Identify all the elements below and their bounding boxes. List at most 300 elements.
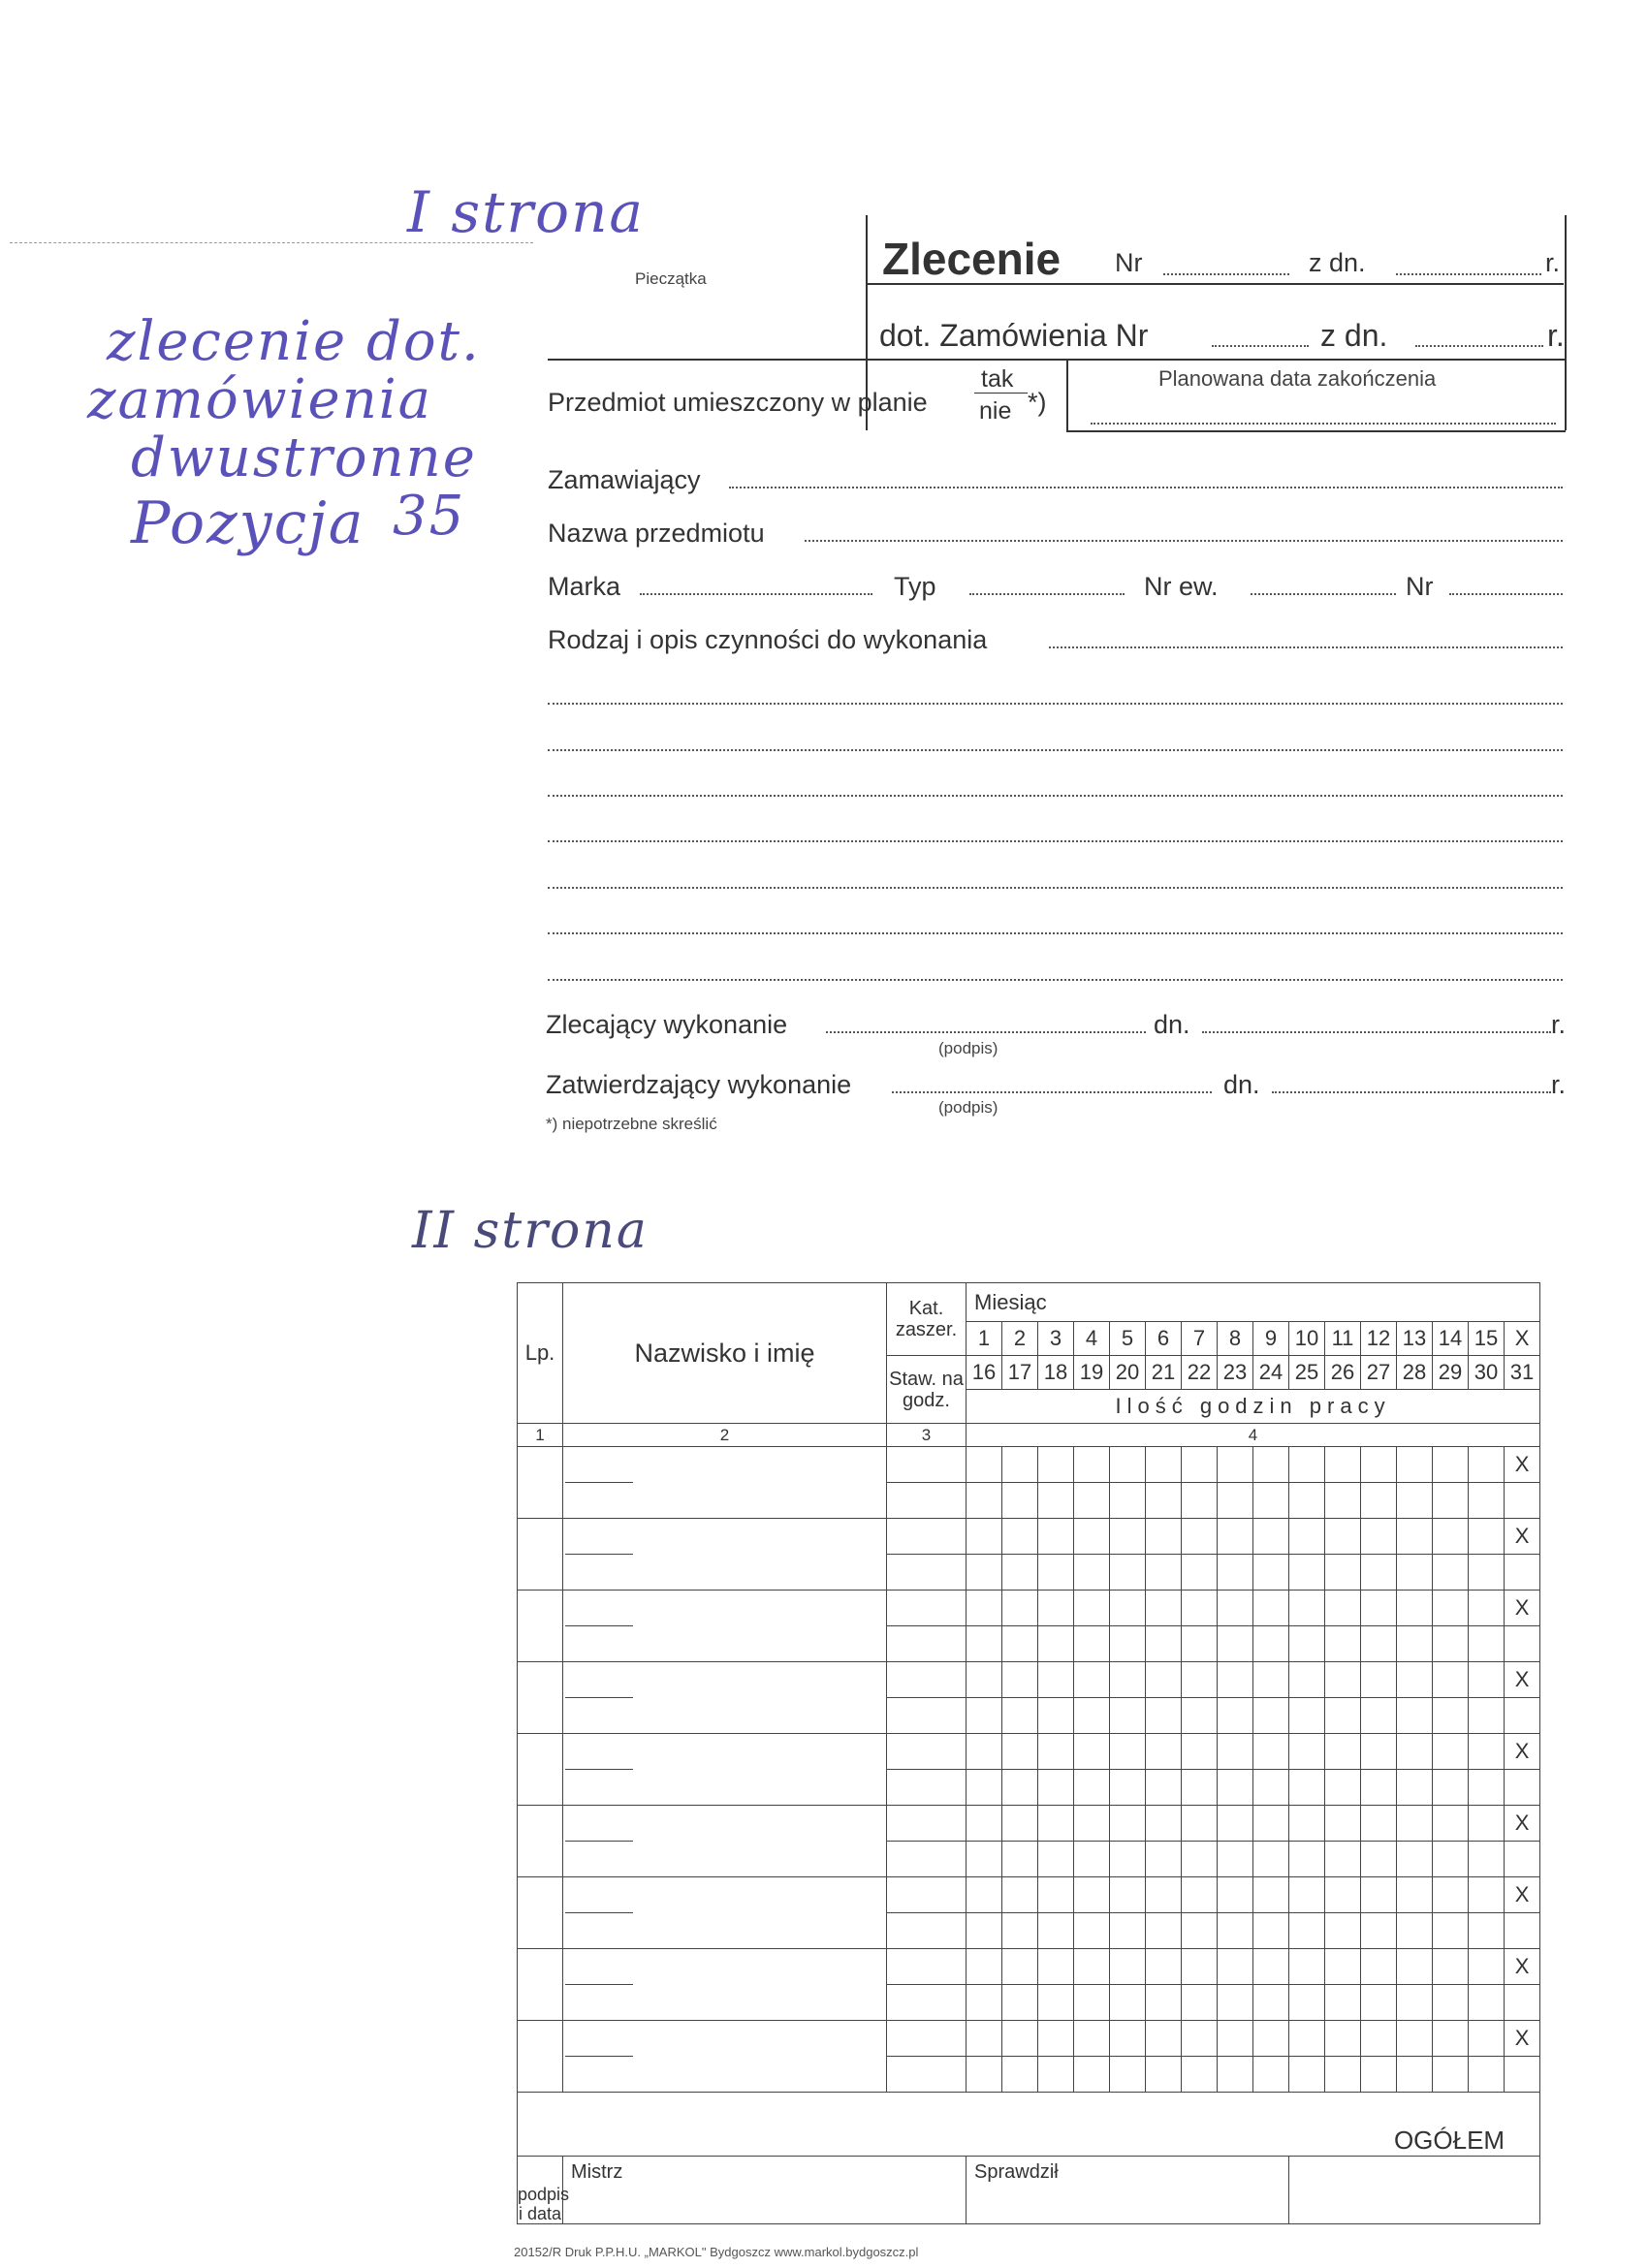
hours-cell[interactable] xyxy=(1469,1447,1505,1483)
row-category-cell[interactable] xyxy=(887,1447,967,1483)
hours-cell[interactable] xyxy=(1469,1949,1505,1985)
hours-cell[interactable] xyxy=(1469,1591,1505,1626)
row-rate-cell[interactable] xyxy=(887,2057,967,2093)
hours-cell[interactable] xyxy=(1289,1591,1325,1626)
hours-cell[interactable] xyxy=(1182,1806,1218,1842)
hours-cell[interactable] xyxy=(1361,1842,1397,1877)
row-rate-cell[interactable] xyxy=(887,1698,967,1734)
hours-cell[interactable] xyxy=(1505,1555,1540,1591)
hours-cell[interactable] xyxy=(1038,1447,1074,1483)
hours-cell[interactable] xyxy=(1505,1770,1540,1806)
hours-cell[interactable] xyxy=(1182,1626,1218,1662)
hours-cell[interactable] xyxy=(1110,1626,1146,1662)
hours-cell[interactable] xyxy=(1253,1519,1289,1555)
hours-cell[interactable] xyxy=(1289,1662,1325,1698)
hours-cell[interactable] xyxy=(1361,1483,1397,1519)
hours-cell[interactable] xyxy=(1289,2021,1325,2057)
hours-cell[interactable] xyxy=(1397,1591,1433,1626)
checked-sign-cell[interactable] xyxy=(967,2157,1289,2224)
work-desc-line-4[interactable] xyxy=(548,840,1563,842)
row-rate-cell[interactable] xyxy=(887,1483,967,1519)
foreman-sign-cell[interactable] xyxy=(563,2157,967,2224)
hours-cell[interactable] xyxy=(1002,2057,1038,2093)
hours-cell[interactable] xyxy=(1397,1662,1433,1698)
row-category-cell[interactable] xyxy=(887,2021,967,2057)
plan-no-option[interactable]: nie xyxy=(979,397,1012,425)
order-date-field[interactable] xyxy=(1396,273,1541,275)
row-category-cell[interactable] xyxy=(887,1662,967,1698)
row-lp-cell[interactable] xyxy=(518,1519,563,1591)
hours-cell[interactable] xyxy=(1074,1806,1110,1842)
row-name-cell[interactable] xyxy=(563,1877,887,1949)
reg-no-field[interactable] xyxy=(1251,593,1396,595)
hours-cell[interactable] xyxy=(1433,1806,1469,1842)
hours-cell[interactable] xyxy=(1182,1913,1218,1949)
hours-cell[interactable] xyxy=(1182,1519,1218,1555)
hours-cell[interactable] xyxy=(1325,1591,1361,1626)
hours-cell[interactable] xyxy=(1218,1734,1253,1770)
row-name-cell[interactable] xyxy=(563,2021,887,2093)
hours-cell[interactable] xyxy=(1038,2021,1074,2057)
hours-cell[interactable] xyxy=(1002,1555,1038,1591)
hours-cell[interactable] xyxy=(1325,1483,1361,1519)
work-desc-line-5[interactable] xyxy=(548,887,1563,889)
hours-cell[interactable] xyxy=(1361,1698,1397,1734)
hours-cell[interactable] xyxy=(967,1698,1002,1734)
hours-cell[interactable] xyxy=(1218,1877,1253,1913)
hours-cell[interactable] xyxy=(1325,1447,1361,1483)
hours-cell[interactable] xyxy=(1397,1985,1433,2021)
hours-cell[interactable] xyxy=(967,1555,1002,1591)
type-field[interactable] xyxy=(969,593,1125,595)
hours-cell[interactable] xyxy=(1469,1806,1505,1842)
hours-cell[interactable] xyxy=(1469,1483,1505,1519)
hours-cell[interactable] xyxy=(1433,1555,1469,1591)
hours-cell[interactable] xyxy=(1505,1913,1540,1949)
hours-cell[interactable] xyxy=(1325,1770,1361,1806)
hours-cell[interactable] xyxy=(1505,1985,1540,2021)
hours-cell[interactable] xyxy=(1325,1806,1361,1842)
hours-cell[interactable] xyxy=(1397,1806,1433,1842)
hours-cell[interactable] xyxy=(1253,1698,1289,1734)
hours-cell[interactable] xyxy=(1110,1519,1146,1555)
hours-cell[interactable] xyxy=(1218,1555,1253,1591)
row-name-cell[interactable] xyxy=(563,1662,887,1734)
hours-cell[interactable] xyxy=(1218,1913,1253,1949)
hours-cell[interactable] xyxy=(1361,1985,1397,2021)
hours-cell[interactable] xyxy=(1146,1842,1182,1877)
hours-cell[interactable] xyxy=(1146,1626,1182,1662)
hours-cell[interactable] xyxy=(1038,1626,1074,1662)
hours-cell[interactable] xyxy=(1038,1842,1074,1877)
hours-cell[interactable] xyxy=(1218,1662,1253,1698)
hours-cell[interactable] xyxy=(1182,1555,1218,1591)
hours-cell[interactable] xyxy=(1218,1770,1253,1806)
hours-cell[interactable] xyxy=(1325,1842,1361,1877)
hours-cell[interactable] xyxy=(1182,1483,1218,1519)
row-category-cell[interactable] xyxy=(887,1734,967,1770)
hours-cell[interactable] xyxy=(1074,1662,1110,1698)
hours-cell[interactable] xyxy=(1469,1770,1505,1806)
hours-cell[interactable] xyxy=(1433,2021,1469,2057)
hours-cell[interactable] xyxy=(1002,1591,1038,1626)
hours-cell[interactable] xyxy=(1002,1662,1038,1698)
hours-cell[interactable] xyxy=(1325,1985,1361,2021)
hours-cell[interactable] xyxy=(1469,1698,1505,1734)
hours-cell[interactable] xyxy=(1361,1626,1397,1662)
plan-yes-option[interactable]: tak xyxy=(981,365,1014,393)
hours-cell[interactable] xyxy=(1361,1662,1397,1698)
hours-cell[interactable] xyxy=(1361,1519,1397,1555)
hours-cell[interactable] xyxy=(1002,1949,1038,1985)
hours-cell[interactable] xyxy=(1182,1698,1218,1734)
hours-cell[interactable] xyxy=(1110,1591,1146,1626)
hours-cell[interactable] xyxy=(967,1734,1002,1770)
hours-cell[interactable] xyxy=(1146,1770,1182,1806)
hours-cell[interactable] xyxy=(1074,2021,1110,2057)
hours-cell[interactable] xyxy=(1289,1519,1325,1555)
hours-cell[interactable] xyxy=(1002,1626,1038,1662)
row-name-cell[interactable] xyxy=(563,1447,887,1519)
brand-field[interactable] xyxy=(640,593,872,595)
hours-cell[interactable] xyxy=(1110,1842,1146,1877)
hours-cell[interactable] xyxy=(1074,1734,1110,1770)
work-desc-line-1[interactable] xyxy=(548,703,1563,705)
hours-cell[interactable] xyxy=(1074,1770,1110,1806)
hours-cell[interactable] xyxy=(1146,1591,1182,1626)
hours-cell[interactable] xyxy=(1038,1662,1074,1698)
hours-cell[interactable] xyxy=(1361,2021,1397,2057)
hours-cell[interactable] xyxy=(1074,1949,1110,1985)
hours-cell[interactable] xyxy=(1433,1698,1469,1734)
hours-cell[interactable] xyxy=(1433,1447,1469,1483)
row-lp-cell[interactable] xyxy=(518,1662,563,1734)
hours-cell[interactable] xyxy=(1038,1985,1074,2021)
hours-cell[interactable] xyxy=(967,1985,1002,2021)
hours-cell[interactable] xyxy=(1433,1626,1469,1662)
hours-cell[interactable] xyxy=(1110,1447,1146,1483)
hours-cell[interactable] xyxy=(1074,1483,1110,1519)
hours-cell[interactable] xyxy=(1146,2021,1182,2057)
order-ref-date-field[interactable] xyxy=(1415,345,1543,347)
client-field[interactable] xyxy=(729,487,1563,488)
hours-cell[interactable] xyxy=(1146,1734,1182,1770)
hours-cell[interactable] xyxy=(1325,1555,1361,1591)
hours-cell[interactable] xyxy=(1110,1770,1146,1806)
hours-cell[interactable] xyxy=(1469,1626,1505,1662)
hours-cell[interactable] xyxy=(1289,1447,1325,1483)
hours-cell[interactable] xyxy=(1182,2021,1218,2057)
hours-cell[interactable] xyxy=(1361,1913,1397,1949)
hours-cell[interactable] xyxy=(1074,1985,1110,2021)
number-field[interactable] xyxy=(1449,593,1563,595)
hours-cell[interactable] xyxy=(1433,1483,1469,1519)
hours-cell[interactable] xyxy=(1110,1483,1146,1519)
hours-cell[interactable] xyxy=(1433,1591,1469,1626)
hours-cell[interactable] xyxy=(1289,2057,1325,2093)
hours-cell[interactable] xyxy=(1253,1662,1289,1698)
hours-cell[interactable] xyxy=(1038,1913,1074,1949)
hours-cell[interactable] xyxy=(1146,1877,1182,1913)
row-rate-cell[interactable] xyxy=(887,1842,967,1877)
hours-cell[interactable] xyxy=(1038,1770,1074,1806)
hours-cell[interactable] xyxy=(967,2057,1002,2093)
hours-cell[interactable] xyxy=(967,1626,1002,1662)
hours-cell[interactable] xyxy=(1289,1770,1325,1806)
hours-cell[interactable] xyxy=(967,1519,1002,1555)
row-rate-cell[interactable] xyxy=(887,1913,967,1949)
order-nr-field[interactable] xyxy=(1163,273,1289,275)
hours-cell[interactable] xyxy=(1002,1483,1038,1519)
hours-cell[interactable] xyxy=(1289,1913,1325,1949)
hours-cell[interactable] xyxy=(1289,1483,1325,1519)
hours-cell[interactable] xyxy=(1433,1734,1469,1770)
hours-cell[interactable] xyxy=(967,2021,1002,2057)
hours-cell[interactable] xyxy=(1397,1913,1433,1949)
hours-cell[interactable] xyxy=(1074,1842,1110,1877)
row-category-cell[interactable] xyxy=(887,1519,967,1555)
hours-cell[interactable] xyxy=(1289,1985,1325,2021)
hours-cell[interactable] xyxy=(1002,1842,1038,1877)
hours-cell[interactable] xyxy=(1038,1734,1074,1770)
hours-cell[interactable] xyxy=(1289,1734,1325,1770)
row-rate-cell[interactable] xyxy=(887,1626,967,1662)
hours-cell[interactable] xyxy=(1038,1519,1074,1555)
hours-cell[interactable] xyxy=(1397,1626,1433,1662)
hours-cell[interactable] xyxy=(1146,2057,1182,2093)
row-lp-cell[interactable] xyxy=(518,1734,563,1806)
hours-cell[interactable] xyxy=(1038,1877,1074,1913)
hours-cell[interactable] xyxy=(1253,1555,1289,1591)
hours-cell[interactable] xyxy=(1397,1842,1433,1877)
hours-cell[interactable] xyxy=(1361,1770,1397,1806)
row-lp-cell[interactable] xyxy=(518,2021,563,2093)
hours-cell[interactable] xyxy=(1505,1626,1540,1662)
row-name-cell[interactable] xyxy=(563,1591,887,1662)
hours-cell[interactable] xyxy=(1074,1698,1110,1734)
row-category-cell[interactable] xyxy=(887,1591,967,1626)
hours-cell[interactable] xyxy=(1074,1591,1110,1626)
hours-cell[interactable] xyxy=(1182,1734,1218,1770)
hours-cell[interactable] xyxy=(1074,1913,1110,1949)
hours-cell[interactable] xyxy=(1433,1877,1469,1913)
hours-cell[interactable] xyxy=(1253,2021,1289,2057)
hours-cell[interactable] xyxy=(1146,1555,1182,1591)
hours-cell[interactable] xyxy=(1218,1985,1253,2021)
hours-cell[interactable] xyxy=(1361,1734,1397,1770)
row-name-cell[interactable] xyxy=(563,1734,887,1806)
hours-cell[interactable] xyxy=(1289,1626,1325,1662)
hours-cell[interactable] xyxy=(1110,1698,1146,1734)
hours-cell[interactable] xyxy=(1469,2021,1505,2057)
hours-cell[interactable] xyxy=(967,1877,1002,1913)
row-category-cell[interactable] xyxy=(887,1806,967,1842)
row-lp-cell[interactable] xyxy=(518,1949,563,2021)
hours-cell[interactable] xyxy=(1253,1913,1289,1949)
hours-cell[interactable] xyxy=(1325,1734,1361,1770)
hours-cell[interactable] xyxy=(1433,1842,1469,1877)
hours-cell[interactable] xyxy=(1002,1770,1038,1806)
hours-cell[interactable] xyxy=(1469,1662,1505,1698)
hours-cell[interactable] xyxy=(967,1662,1002,1698)
hours-cell[interactable] xyxy=(1146,1519,1182,1555)
hours-cell[interactable] xyxy=(1038,2057,1074,2093)
hours-cell[interactable] xyxy=(1110,2057,1146,2093)
hours-cell[interactable] xyxy=(1146,1913,1182,1949)
hours-cell[interactable] xyxy=(1253,1447,1289,1483)
hours-cell[interactable] xyxy=(1182,1877,1218,1913)
work-desc-line-3[interactable] xyxy=(548,795,1563,797)
row-lp-cell[interactable] xyxy=(518,1591,563,1662)
hours-cell[interactable] xyxy=(1361,1591,1397,1626)
hours-cell[interactable] xyxy=(1218,2057,1253,2093)
hours-cell[interactable] xyxy=(967,1447,1002,1483)
row-rate-cell[interactable] xyxy=(887,1555,967,1591)
hours-cell[interactable] xyxy=(1325,1626,1361,1662)
hours-cell[interactable] xyxy=(1361,1877,1397,1913)
hours-cell[interactable] xyxy=(1182,1591,1218,1626)
hours-cell[interactable] xyxy=(1002,1519,1038,1555)
hours-cell[interactable] xyxy=(1002,1913,1038,1949)
hours-cell[interactable] xyxy=(1289,1555,1325,1591)
hours-cell[interactable] xyxy=(1253,2057,1289,2093)
work-desc-field-0[interactable] xyxy=(1049,646,1563,648)
hours-cell[interactable] xyxy=(1146,1985,1182,2021)
hours-cell[interactable] xyxy=(1253,1877,1289,1913)
hours-cell[interactable] xyxy=(1397,2021,1433,2057)
hours-cell[interactable] xyxy=(1433,1770,1469,1806)
hours-cell[interactable] xyxy=(1218,1591,1253,1626)
hours-cell[interactable] xyxy=(1110,1985,1146,2021)
hours-cell[interactable] xyxy=(1110,2021,1146,2057)
hours-cell[interactable] xyxy=(1289,1806,1325,1842)
row-lp-cell[interactable] xyxy=(518,1877,563,1949)
hours-cell[interactable] xyxy=(1397,1447,1433,1483)
hours-cell[interactable] xyxy=(1074,2057,1110,2093)
approving-signature-field[interactable] xyxy=(892,1091,1212,1093)
hours-cell[interactable] xyxy=(1289,1877,1325,1913)
work-desc-line-7[interactable] xyxy=(548,979,1563,981)
hours-cell[interactable] xyxy=(1182,1770,1218,1806)
hours-cell[interactable] xyxy=(1218,1447,1253,1483)
row-category-cell[interactable] xyxy=(887,1949,967,1985)
row-category-cell[interactable] xyxy=(887,1877,967,1913)
ordering-signature-field[interactable] xyxy=(826,1031,1146,1033)
hours-cell[interactable] xyxy=(1253,1806,1289,1842)
hours-cell[interactable] xyxy=(1182,1662,1218,1698)
work-desc-line-2[interactable] xyxy=(548,749,1563,751)
hours-cell[interactable] xyxy=(1218,2021,1253,2057)
hours-cell[interactable] xyxy=(1325,1662,1361,1698)
hours-cell[interactable] xyxy=(1361,1806,1397,1842)
hours-cell[interactable] xyxy=(1110,1949,1146,1985)
hours-cell[interactable] xyxy=(1002,1698,1038,1734)
hours-cell[interactable] xyxy=(1433,1662,1469,1698)
hours-cell[interactable] xyxy=(1038,1698,1074,1734)
hours-cell[interactable] xyxy=(1469,1555,1505,1591)
row-name-cell[interactable] xyxy=(563,1519,887,1591)
hours-cell[interactable] xyxy=(1253,1949,1289,1985)
hours-cell[interactable] xyxy=(1074,1626,1110,1662)
hours-cell[interactable] xyxy=(967,1949,1002,1985)
hours-cell[interactable] xyxy=(1397,1698,1433,1734)
hours-cell[interactable] xyxy=(1289,1842,1325,1877)
hours-cell[interactable] xyxy=(1110,1555,1146,1591)
hours-cell[interactable] xyxy=(1253,1985,1289,2021)
hours-cell[interactable] xyxy=(1146,1483,1182,1519)
hours-cell[interactable] xyxy=(1433,1913,1469,1949)
hours-cell[interactable] xyxy=(1218,1698,1253,1734)
ordering-date-field[interactable] xyxy=(1202,1031,1551,1033)
hours-cell[interactable] xyxy=(1146,1698,1182,1734)
hours-cell[interactable] xyxy=(1325,2057,1361,2093)
hours-cell[interactable] xyxy=(1253,1770,1289,1806)
hours-cell[interactable] xyxy=(967,1842,1002,1877)
hours-cell[interactable] xyxy=(1182,1447,1218,1483)
hours-cell[interactable] xyxy=(1253,1483,1289,1519)
hours-cell[interactable] xyxy=(1038,1483,1074,1519)
hours-cell[interactable] xyxy=(1325,1949,1361,1985)
hours-cell[interactable] xyxy=(967,1591,1002,1626)
hours-cell[interactable] xyxy=(1110,1877,1146,1913)
hours-cell[interactable] xyxy=(1361,1447,1397,1483)
hours-cell[interactable] xyxy=(1469,2057,1505,2093)
hours-cell[interactable] xyxy=(1433,1519,1469,1555)
hours-cell[interactable] xyxy=(1325,1698,1361,1734)
hours-cell[interactable] xyxy=(1110,1662,1146,1698)
hours-cell[interactable] xyxy=(1469,1842,1505,1877)
hours-cell[interactable] xyxy=(1218,1626,1253,1662)
hours-cell[interactable] xyxy=(1397,1555,1433,1591)
hours-cell[interactable] xyxy=(1469,1877,1505,1913)
row-name-cell[interactable] xyxy=(563,1806,887,1877)
row-lp-cell[interactable] xyxy=(518,1447,563,1519)
hours-cell[interactable] xyxy=(1218,1806,1253,1842)
hours-cell[interactable] xyxy=(1002,1877,1038,1913)
hours-cell[interactable] xyxy=(1433,2057,1469,2093)
row-name-cell[interactable] xyxy=(563,1949,887,2021)
hours-cell[interactable] xyxy=(1002,2021,1038,2057)
hours-cell[interactable] xyxy=(1218,1483,1253,1519)
hours-cell[interactable] xyxy=(1038,1591,1074,1626)
hours-cell[interactable] xyxy=(1433,1985,1469,2021)
hours-cell[interactable] xyxy=(1218,1842,1253,1877)
planned-completion-field[interactable] xyxy=(1091,423,1556,425)
hours-cell[interactable] xyxy=(1110,1734,1146,1770)
hours-cell[interactable] xyxy=(1146,1806,1182,1842)
hours-cell[interactable] xyxy=(1325,2021,1361,2057)
work-desc-line-6[interactable] xyxy=(548,932,1563,934)
hours-cell[interactable] xyxy=(1397,1949,1433,1985)
hours-cell[interactable] xyxy=(1110,1913,1146,1949)
row-lp-cell[interactable] xyxy=(518,1806,563,1877)
hours-cell[interactable] xyxy=(1397,1734,1433,1770)
hours-cell[interactable] xyxy=(1397,1770,1433,1806)
order-ref-nr-field[interactable] xyxy=(1212,345,1309,347)
hours-cell[interactable] xyxy=(1038,1555,1074,1591)
row-rate-cell[interactable] xyxy=(887,1770,967,1806)
hours-cell[interactable] xyxy=(1469,1985,1505,2021)
hours-cell[interactable] xyxy=(967,1806,1002,1842)
hours-cell[interactable] xyxy=(1218,1519,1253,1555)
hours-cell[interactable] xyxy=(1325,1877,1361,1913)
hours-cell[interactable] xyxy=(1110,1806,1146,1842)
hours-cell[interactable] xyxy=(1074,1519,1110,1555)
hours-cell[interactable] xyxy=(1325,1519,1361,1555)
hours-cell[interactable] xyxy=(1074,1555,1110,1591)
hours-cell[interactable] xyxy=(1505,1483,1540,1519)
hours-cell[interactable] xyxy=(1505,1842,1540,1877)
